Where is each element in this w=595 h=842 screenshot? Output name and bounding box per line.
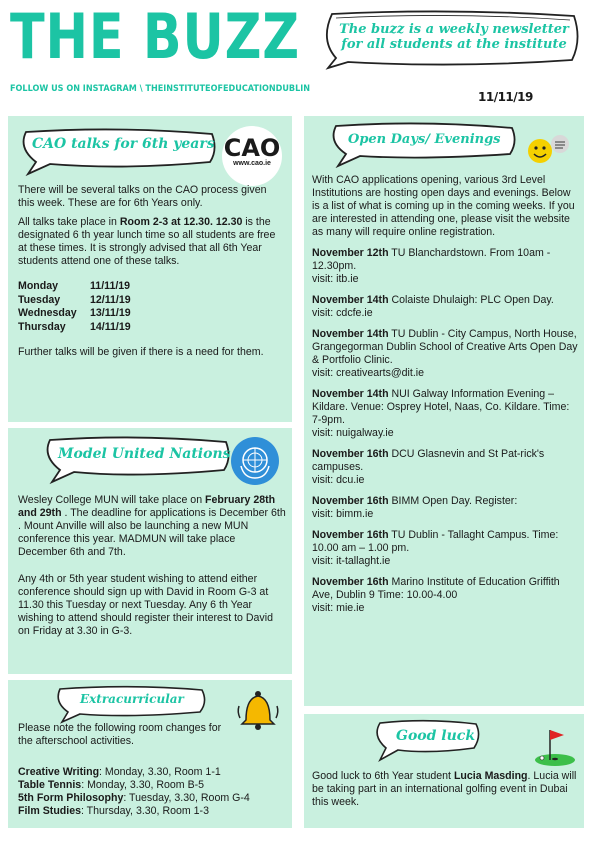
cao-outro: Further talks will be given if there is a need for them.	[18, 346, 264, 358]
cao-heading: CAO talks for 6th years	[32, 136, 215, 152]
mun-heading: Model United Nations	[58, 446, 231, 462]
heading-speech-bubble-icon	[14, 126, 220, 178]
extracurricular-panel	[8, 680, 292, 828]
open-days-panel	[304, 116, 584, 706]
table-row: Monday 11/11/19	[18, 280, 131, 292]
visit-link[interactable]: visit: mie.ie	[312, 602, 365, 614]
extracurricular-intro: Please note the following room changes for the afterschool activities.	[18, 722, 222, 747]
good-luck-body: Good luck to 6th Year student Lucia Masding. Lucia will be taking part in an international golfing event in Dubai this week.	[312, 770, 577, 808]
tagline: The buzz is a weekly newsletter for all students at the institute	[339, 22, 569, 52]
cao-body	[18, 184, 284, 365]
un-emblem-icon	[230, 436, 280, 486]
open-days-body	[312, 174, 578, 623]
list-item: November 16th DCU Glasnevin and St Pat-rick's campuses. visit: dcu.ie	[312, 448, 545, 486]
visit-link[interactable]: visit: dcu.ie	[312, 474, 365, 486]
table-row: Thursday 14/11/19	[18, 320, 131, 333]
cao-logo-text: CAO	[223, 134, 281, 162]
cao-schedule-table	[18, 280, 162, 334]
table-row: Tuesday 12/11/19	[18, 293, 131, 306]
list-item: November 16th Marino Institute of Education Griffith Ave, Dublin 9 Time: 10.00-4.00 visit: mie.ie	[312, 576, 560, 614]
extracurricular-heading: Extracurricular	[80, 692, 184, 706]
visit-link[interactable]: visit: nuigalway.ie	[312, 427, 394, 439]
list-item: November 14th TU Dublin - City Campus, North House, Grangegorman Dublin School of Creative Arts Open Day & Portfolio Clinic. visit: creativearts@dit.ie	[312, 328, 578, 379]
instagram-follow-line[interactable]: FOLLOW US ON INSTAGRAM \ THEINSTITUTEOFEDUCATIONDUBLIN	[10, 84, 311, 94]
list-item: November 14th NUI Galway Information Evening – Kildare. Venue: Osprey Hotel, Naas, Co. Kildare. Time: 7-9pm. visit: nuigalway.ie	[312, 388, 570, 439]
visit-link[interactable]: visit: creativearts@dit.ie	[312, 367, 425, 379]
emoji-faces-icon	[526, 134, 572, 164]
masthead	[10, 0, 311, 94]
visit-link[interactable]: visit: itb.ie	[312, 273, 359, 285]
list-item: Creative Writing: Monday, 3.30, Room 1-1	[18, 766, 221, 778]
model-un-panel	[8, 428, 292, 674]
good-luck-panel	[304, 714, 584, 828]
bell-icon	[236, 688, 280, 732]
list-item: November 16th BIMM Open Day. Register: visit: bimm.ie	[312, 495, 518, 520]
cao-intro: There will be several talks on the CAO process given this week. These are for 6th Years only.	[18, 184, 267, 209]
cao-logo-url: www.cao.ie	[233, 160, 271, 167]
golf-flag-icon	[532, 722, 578, 768]
mun-para-1: Wesley College MUN will take place on February 28th and 29th . The deadline for applications is December 6th . Mount Anville will also be launching a new MUN conference this year. MADMUN will take place December 6th and 7th.	[18, 494, 286, 558]
list-item: Table Tennis: Monday, 3.30, Room B-5	[18, 779, 205, 791]
good-luck-heading: Good luck	[396, 728, 476, 744]
cao-logo	[222, 126, 282, 186]
newsletter-title: THE BUZZ	[10, 0, 300, 73]
visit-link[interactable]: visit: bimm.ie	[312, 508, 374, 520]
table-row: Wednesday 13/11/19	[18, 307, 131, 319]
issue-date: 11/11/19	[478, 90, 533, 104]
list-item: November 16th TU Dublin - Tallaght Campus. Time: 10.00 am – 1.00 pm. visit: it-tallaght.ie	[312, 529, 559, 567]
extracurricular-list	[18, 766, 290, 818]
list-item: Film Studies: Thursday, 3.30, Room 1-3	[18, 805, 209, 817]
mun-para-2: Any 4th or 5th year student wishing to attend either conference should sign up with David in Room G-3 at 11.30 this Tuesday or next Tuesday. Any 6 th Year wishing to attend should register their interest to David on Friday at 3.30 in G-3.	[18, 573, 273, 637]
visit-link[interactable]: visit: cdcfe.ie	[312, 307, 373, 319]
list-item: 5th Form Philosophy: Tuesday, 3.30, Room G-4	[18, 792, 250, 804]
list-item: November 14th Colaiste Dhulaigh: PLC Open Day. visit: cdcfe.ie	[312, 294, 554, 319]
open-days-intro: With CAO applications opening, various 3rd Level Institutions are hosting open days and evenings. Below is a list of what is coming up in the coming weeks. If you are interested in attending one, please visit the website as many will require online registration.	[312, 174, 575, 238]
open-days-heading: Open Days/ Evenings	[348, 132, 501, 147]
list-item: November 12th TU Blanchardstown. From 10am - 12.30pm. visit: itb.ie	[312, 247, 551, 285]
mun-body	[18, 494, 286, 644]
cao-details: All talks take place in Room 2-3 at 12.30. 12.30 is the designated 6 th year lunch time so all students are free at these times. It is strongly advised that all 6th Year students attend one of these talks.	[18, 216, 276, 267]
cao-talks-panel	[8, 116, 292, 422]
visit-link[interactable]: visit: it-tallaght.ie	[312, 555, 391, 567]
